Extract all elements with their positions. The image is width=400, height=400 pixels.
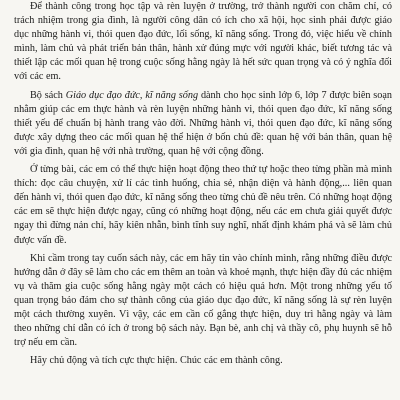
paragraph-4: Khi cầm trong tay cuốn sách này, các em hãy tin vào chính mình, rằng những điều được hướng dẫn ở đây sẽ làm cho các em thêm an toàn và khoẻ mạnh, thực hiện đầy đủ các nhiệm vụ và thăm gia cuộc sống hằng ngày một cách có hiệu quả hơn. Một trong những yếu tố quan trọng bảo đảm cho sự thành công của giáo dục đạo đức, kĩ năng sống là sự rèn luyện một cách thường xuyên. Vì vậy, các em cần cố gắng thực hiện, duy trì hằng ngày và làm theo những chỉ dẫn có ích ở trong bộ sách này. Bạn bè, anh chị và thầy cô, phụ huynh sẽ hỗ trợ nếu em cần. [14, 252, 392, 349]
book-title: Giáo dục đạo đức, kĩ năng sống [65, 89, 199, 101]
paragraph-2 [14, 89, 392, 159]
paragraph-2-body: dành cho học sinh lớp 6, lớp 7 được biên soạn nhằm giúp các em thực hành và rèn luyện những hành vi, thói quen đạo đức, kĩ năng sống thiết yếu để chuẩn bị hành trang vào đời. Những hành vi, thói quen đạo đức, kĩ năng sống được xây dựng theo các mối quan hệ thể hiện ở bốn chủ đề: quan hệ với bản thân, quan hệ với gia đình, quan hệ với nhà trường, quan hệ với cộng đồng. [14, 89, 392, 157]
paragraph-2-intro: Bộ sách [30, 89, 66, 101]
paragraph-5: Hãy chủ động và tích cực thực hiện. Chúc các em thành công. [30, 355, 283, 367]
paragraph-1: Để thành công trong học tập và rèn luyện ở trường, trở thành người con chăm chỉ, có trách nhiệm trong gia đình, là người công dân có ích cho xã hội, học sinh phải được giáo dục những hành vi, thói quen đạo đức, lối sống, kĩ năng sống. Trong đó, việc hiểu về chính mình, làm chủ và phát triển bản thân, hành xử đúng mực với người khác, biết tương tác và thiết lập các mối quan hệ trong cuộc sống hằng ngày là hết sức quan trọng và có ý nghĩa đối với các em. [14, 1, 392, 83]
paragraph-3: Ở từng bài, các em có thể thực hiện hoạt động theo thứ tự hoặc theo từng phần mà mình thích: đọc câu chuyện, xử lí các tình huống, chia sẻ, nhận diện và hành động,... liên quan đến hành vi, thói quen đạo đức, kĩ năng sống theo từng chủ đề nêu trên. Có những hoạt động các em sẽ thực hiện được ngay, cũng có những hoạt động, nếu các em chưa giải quyết được ngay thì đừng nản chí, hãy kiên nhẫn, bình tĩnh suy nghĩ, nhất định khám phá và sẽ làm chủ được vấn đề. [14, 164, 392, 246]
